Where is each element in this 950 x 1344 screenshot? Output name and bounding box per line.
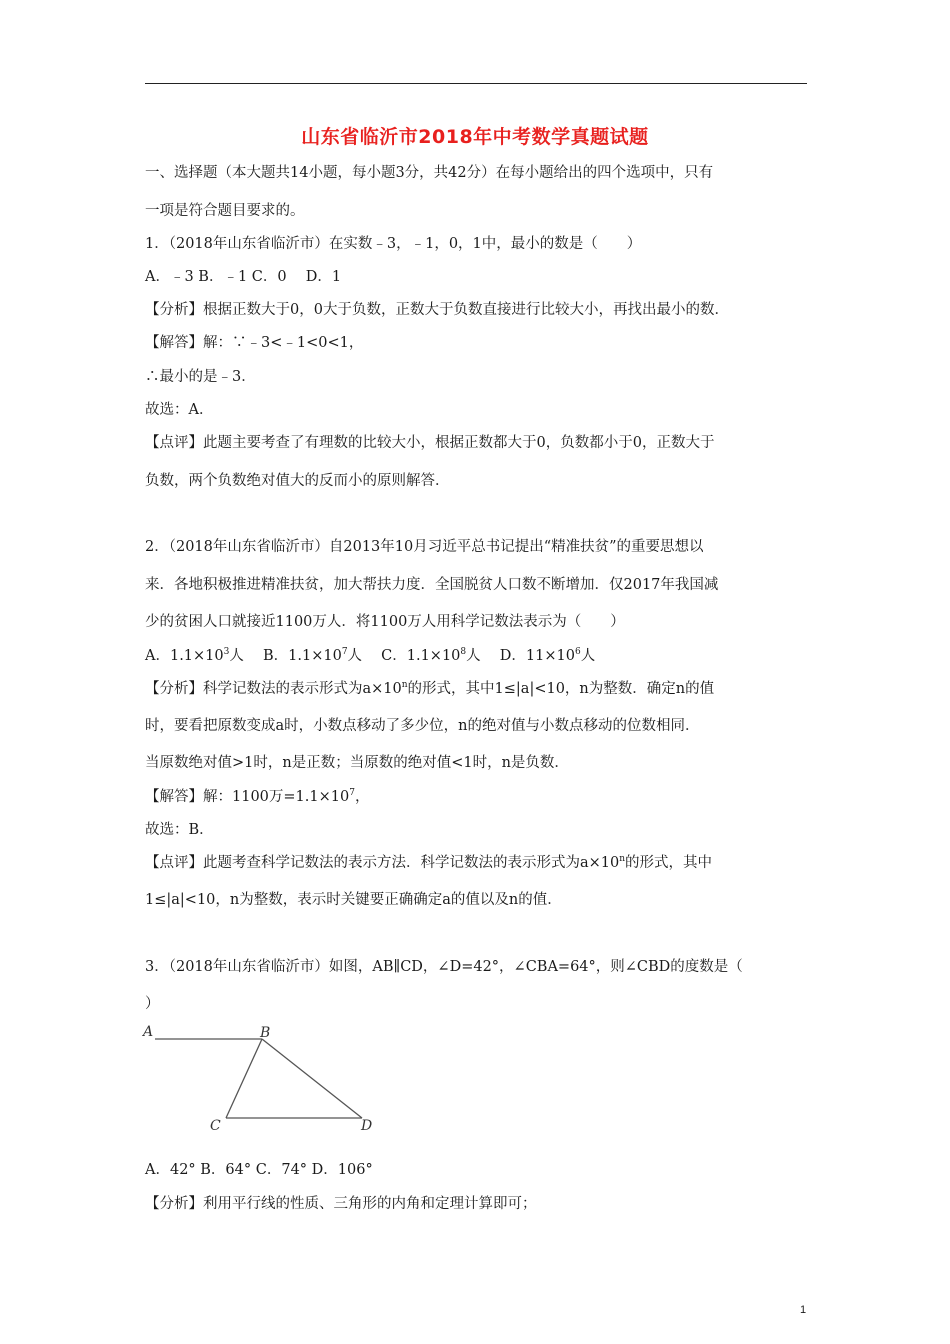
- q2-option-c: C．1.1×10: [381, 648, 461, 664]
- q2-option-c-unit: 人: [466, 648, 500, 664]
- q2-stem-line1: 2．（2018年山东省临沂市）自2013年10月习近平总书记提出“精准扶贫”的重要思想以: [145, 539, 704, 555]
- label-a: A: [143, 1024, 154, 1040]
- q3-figure-svg: [140, 1022, 390, 1142]
- q1-answer-conclusion: ∴最小的是﹣3．: [145, 369, 256, 385]
- q1-analysis: 【分析】根据正数大于0，0大于负数，正数大于负数直接进行比较大小，再找出最小的数．: [145, 302, 729, 318]
- label-b: B: [260, 1025, 271, 1041]
- section-heading-line1: 一、选择题（本大题共14小题，每小题3分，共42分）在每小题给出的四个选项中，只有: [145, 165, 714, 181]
- q2-options: [145, 646, 595, 666]
- q2-answer-text: 【解答】解：1100万=1.1×10: [145, 789, 350, 805]
- q2-analysis-text-a: 【分析】科学记数法的表示形式为a×10: [145, 681, 402, 697]
- q2-option-d-unit: 人: [580, 648, 596, 664]
- q2-option-d: D．11×10: [499, 648, 575, 664]
- label-d: D: [361, 1118, 373, 1134]
- q2-option-b-exponent: 7: [341, 647, 348, 657]
- q2-analysis-exponent: n: [401, 680, 408, 690]
- q2-option-b: B．1.1×10: [262, 648, 342, 664]
- q1-answer: 【解答】解：∵﹣3<﹣1<0<1，: [145, 335, 364, 351]
- q2-analysis-text-b: 的形式，其中1≤|a|<10，n为整数．确定n的值: [407, 681, 715, 697]
- q2-stem-line3: 少的贫困人口就接近1100万人．将1100万人用科学记数法表示为（ ）: [145, 614, 625, 630]
- q2-option-a: A．1.1×10: [145, 648, 224, 664]
- q1-options: A．﹣3 B．﹣1 C．0 D．1: [145, 269, 342, 285]
- q1-comment-line2: 负数，两个负数绝对值大的反而小的原则解答．: [145, 473, 450, 489]
- q2-option-a-exponent: 3: [223, 647, 230, 657]
- q2-comment-line1: [145, 853, 712, 873]
- q2-analysis-line2: 时，要看把原数变成a时，小数点移动了多少位，n的绝对值与小数点移动的位数相同．: [145, 718, 700, 734]
- q2-option-d-exponent: 6: [574, 647, 581, 657]
- q2-answer-tail: ，: [354, 789, 370, 805]
- q3-analysis: 【分析】利用平行线的性质、三角形的内角和定理计算即可；: [145, 1196, 537, 1212]
- q1-stem: 1．（2018年山东省临沂市）在实数﹣3，﹣1，0，1中，最小的数是（ ）: [145, 236, 642, 252]
- q1-choice: 故选：A．: [145, 402, 214, 418]
- q3-stem-line1: 3．（2018年山东省临沂市）如图，AB∥CD，∠D=42°，∠CBA=64°，则∠CBD的度数是（: [145, 959, 743, 975]
- q2-answer: [145, 787, 369, 807]
- segment-bd: [262, 1039, 362, 1118]
- page-number: 1: [800, 1304, 807, 1316]
- q2-comment-exponent: n: [619, 854, 626, 864]
- section-heading-line2: 一项是符合题目要求的。: [145, 203, 305, 219]
- segment-bc: [226, 1039, 262, 1118]
- q2-option-c-exponent: 8: [460, 647, 467, 657]
- header-rule: [145, 83, 807, 84]
- q3-geometry-figure: [140, 1022, 390, 1142]
- q2-comment-text-b: 的形式，其中: [625, 855, 713, 871]
- q3-options: A．42° B．64° C．74° D．106°: [145, 1162, 373, 1178]
- q1-comment-line1: 【点评】此题主要考查了有理数的比较大小，根据正数都大于0，负数都小于0，正数大于: [145, 435, 715, 451]
- q2-comment-line2: 1≤|a|<10，n为整数，表示时关键要正确确定a的值以及n的值．: [145, 892, 562, 908]
- q2-analysis-line3: 当原数绝对值>1时，n是正数；当原数的绝对值<1时，n是负数．: [145, 755, 569, 771]
- q2-option-b-unit: 人: [347, 648, 382, 664]
- q2-comment-text-a: 【点评】此题考查科学记数法的表示方法．科学记数法的表示形式为a×10: [145, 855, 620, 871]
- q2-option-a-unit: 人: [229, 648, 263, 664]
- q2-stem-line2: 来．各地积极推进精准扶贫，加大帮扶力度．全国脱贫人口数不断增加．仅2017年我国减: [145, 577, 719, 593]
- q3-stem-line2: ）: [145, 996, 160, 1012]
- q2-choice: 故选：B．: [145, 822, 214, 838]
- page-title: 山东省临沂市2018年中考数学真题试题: [301, 126, 649, 148]
- q2-analysis-line1: [145, 679, 714, 699]
- label-c: C: [210, 1118, 221, 1134]
- q2-answer-exponent: 7: [349, 788, 355, 798]
